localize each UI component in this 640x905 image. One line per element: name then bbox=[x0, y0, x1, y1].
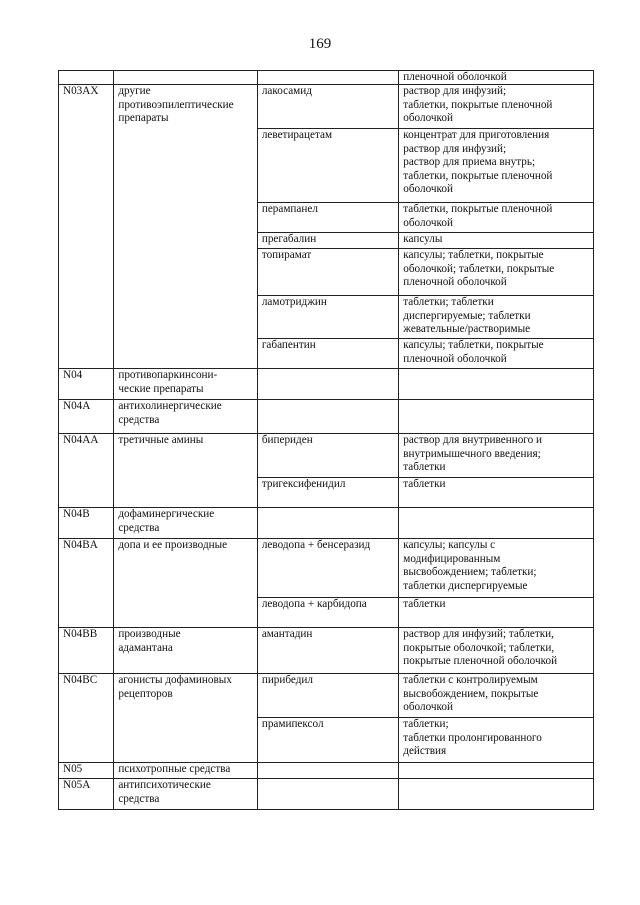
atc-code-cell: N04BC bbox=[59, 674, 114, 763]
atc-code-cell: N04 bbox=[59, 369, 114, 400]
dosage-form-line: высвобождением, покрытые bbox=[403, 687, 539, 700]
dosage-form-cell bbox=[399, 339, 594, 369]
drug-name-cell: амантадин bbox=[257, 628, 398, 674]
dosage-form-line: высвобождением; таблетки; bbox=[403, 566, 537, 579]
table-row bbox=[59, 400, 594, 434]
group-name-line: антипсихотические bbox=[118, 779, 211, 792]
dosage-form-line: концентрат для приготовления bbox=[403, 129, 550, 142]
dosage-form-line: пленочной оболочкой bbox=[403, 352, 507, 365]
drug-name-cell: топирамат bbox=[257, 249, 398, 296]
group-name-line: допа и ее производные bbox=[118, 539, 228, 552]
group-name-cell bbox=[114, 85, 257, 369]
dosage-form-line: таблетки, покрытые пленочной bbox=[403, 203, 553, 216]
dosage-form-cell bbox=[399, 369, 594, 400]
table-row bbox=[59, 85, 594, 129]
group-name-cell bbox=[114, 539, 257, 628]
table-row bbox=[59, 434, 594, 478]
dosage-form-line: оболочкой bbox=[403, 216, 453, 229]
dosage-form-line: раствор для инфузий; bbox=[403, 142, 507, 155]
dosage-form-cell bbox=[399, 763, 594, 779]
table-row bbox=[59, 369, 594, 400]
dosage-form-cell bbox=[399, 71, 594, 85]
dosage-form-cell bbox=[399, 628, 594, 674]
table-row bbox=[59, 628, 594, 674]
dosage-form-cell bbox=[399, 233, 594, 249]
group-name-line: ческие препараты bbox=[118, 382, 204, 395]
dosage-form-line: внутримышечного введения; bbox=[403, 447, 541, 460]
dosage-form-line: капсулы; таблетки, покрытые bbox=[403, 249, 544, 262]
dosage-form-line: капсулы bbox=[403, 233, 443, 246]
atc-code-cell: N03AX bbox=[59, 85, 114, 369]
dosage-form-line: капсулы; таблетки, покрытые bbox=[403, 339, 544, 352]
drug-name-cell: пирибедил bbox=[257, 674, 398, 718]
dosage-form-line: таблетки; bbox=[403, 718, 449, 731]
dosage-form-cell bbox=[399, 674, 594, 718]
dosage-form-line: таблетки диспергируемые bbox=[403, 579, 528, 592]
group-name-line: агонисты дофаминовых bbox=[118, 674, 232, 687]
table-row bbox=[59, 508, 594, 539]
dosage-form-line: таблетки, покрытые пленочной bbox=[403, 169, 553, 182]
drug-name-cell: ламотриджин bbox=[257, 296, 398, 339]
dosage-form-line: таблетки; таблетки bbox=[403, 296, 494, 309]
group-name-line: адамантана bbox=[118, 641, 173, 654]
drug-name-cell: перампанел bbox=[257, 203, 398, 233]
dosage-form-line: оболочкой bbox=[403, 183, 453, 196]
drug-name-cell: леветирацетам bbox=[257, 129, 398, 203]
dosage-form-cell bbox=[399, 203, 594, 233]
atc-code-cell: N05A bbox=[59, 779, 114, 810]
page-number: 169 bbox=[308, 36, 332, 52]
dosage-form-line: таблетки bbox=[403, 478, 446, 491]
dosage-form-line: таблетки пролонгированного bbox=[403, 731, 542, 744]
dosage-form-cell bbox=[399, 598, 594, 628]
drug-name-cell: леводопа + бенсеразид bbox=[257, 539, 398, 598]
dosage-form-cell bbox=[399, 434, 594, 478]
group-name-cell bbox=[114, 71, 257, 85]
group-name-line: средства bbox=[118, 521, 160, 534]
dosage-form-line: оболочкой bbox=[403, 701, 453, 714]
dosage-form-line: раствор для инфузий; таблетки, bbox=[403, 628, 554, 641]
drug-name-cell: леводопа + карбидопа bbox=[257, 598, 398, 628]
dosage-form-line: действия bbox=[403, 745, 447, 758]
dosage-form-line: модифицированным bbox=[403, 552, 501, 565]
drug-name-cell: прамипексол bbox=[257, 718, 398, 763]
dosage-form-line: раствор для внутривенного и bbox=[403, 434, 542, 447]
atc-code-cell: N04BB bbox=[59, 628, 114, 674]
drug-name-cell: бипериден bbox=[257, 434, 398, 478]
dosage-form-cell bbox=[399, 539, 594, 598]
dosage-form-line: таблетки, покрытые пленочной bbox=[403, 98, 553, 111]
dosage-form-line: пленочной оболочкой bbox=[403, 276, 507, 289]
atc-code-cell: N04AA bbox=[59, 434, 114, 508]
dosage-form-line: оболочкой; таблетки, покрытые bbox=[403, 262, 555, 275]
atc-code-cell: N04BA bbox=[59, 539, 114, 628]
group-name-line: средства bbox=[118, 792, 160, 805]
drug-name-cell: габапентин bbox=[257, 339, 398, 369]
group-name-line: противоэпилептические bbox=[118, 98, 234, 111]
dosage-form-line: оболочкой bbox=[403, 112, 453, 125]
group-name-line: другие bbox=[118, 85, 151, 98]
dosage-form-line: жевательные/растворимые bbox=[403, 323, 531, 336]
group-name-cell bbox=[114, 434, 257, 508]
dosage-form-cell bbox=[399, 249, 594, 296]
drug-name-cell bbox=[257, 400, 398, 434]
dosage-form-line: покрытые пленочной оболочкой bbox=[403, 655, 558, 668]
atc-code-cell: N04A bbox=[59, 400, 114, 434]
dosage-form-cell bbox=[399, 296, 594, 339]
drug-name-cell bbox=[257, 71, 398, 85]
dosage-form-line: таблетки с контролируемым bbox=[403, 674, 538, 687]
dosage-form-cell bbox=[399, 85, 594, 129]
group-name-line: производные bbox=[118, 628, 181, 641]
group-name-line: препараты bbox=[118, 112, 169, 125]
dosage-form-cell bbox=[399, 129, 594, 203]
dosage-form-line: капсулы; капсулы с bbox=[403, 539, 496, 552]
dosage-form-line: таблетки bbox=[403, 598, 446, 611]
atc-code-cell bbox=[59, 71, 114, 85]
table-row bbox=[59, 71, 594, 85]
drug-name-cell: прегабалин bbox=[257, 233, 398, 249]
group-name-line: психотропные средства bbox=[118, 763, 231, 776]
dosage-form-cell bbox=[399, 478, 594, 508]
group-name-cell bbox=[114, 779, 257, 810]
table-row bbox=[59, 779, 594, 810]
table-row bbox=[59, 763, 594, 779]
group-name-line: средства bbox=[118, 413, 160, 426]
group-name-cell bbox=[114, 628, 257, 674]
dosage-form-cell bbox=[399, 718, 594, 763]
group-name-line: рецепторов bbox=[118, 687, 173, 700]
drug-name-cell bbox=[257, 369, 398, 400]
table-row bbox=[59, 539, 594, 598]
dosage-form-line: диспергируемые; таблетки bbox=[403, 309, 531, 322]
drug-name-cell: лакосамид bbox=[257, 85, 398, 129]
group-name-line: дофаминергические bbox=[118, 508, 215, 521]
dosage-form-cell bbox=[399, 779, 594, 810]
group-name-cell bbox=[114, 674, 257, 763]
drug-name-cell bbox=[257, 508, 398, 539]
dosage-form-line: покрытые оболочкой; таблетки, bbox=[403, 641, 555, 654]
dosage-form-cell bbox=[399, 508, 594, 539]
atc-code-cell: N05 bbox=[59, 763, 114, 779]
group-name-line: третичные амины bbox=[118, 434, 204, 447]
dosage-form-line: раствор для инфузий; bbox=[403, 85, 507, 98]
drug-name-cell bbox=[257, 763, 398, 779]
atc-code-cell: N04B bbox=[59, 508, 114, 539]
dosage-form-line: пленочной оболочкой bbox=[403, 71, 507, 83]
dosage-form-line: раствор для приема внутрь; bbox=[403, 156, 536, 169]
group-name-cell bbox=[114, 400, 257, 434]
table-row bbox=[59, 674, 594, 718]
group-name-cell bbox=[114, 763, 257, 779]
dosage-form-line: таблетки bbox=[403, 461, 446, 474]
group-name-line: противопаркинсони- bbox=[118, 369, 218, 382]
group-name-cell bbox=[114, 369, 257, 400]
dosage-form-cell bbox=[399, 400, 594, 434]
group-name-line: антихолинергические bbox=[118, 400, 222, 413]
drug-name-cell bbox=[257, 779, 398, 810]
group-name-cell bbox=[114, 508, 257, 539]
drug-name-cell: тригексифенидил bbox=[257, 478, 398, 508]
drug-table-body bbox=[59, 71, 594, 810]
drug-table bbox=[58, 70, 594, 810]
